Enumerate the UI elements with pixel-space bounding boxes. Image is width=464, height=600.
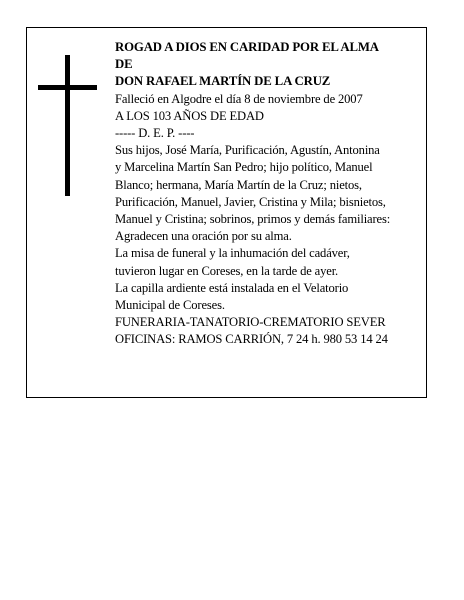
- funeral-home-line: FUNERARIA-TANATORIO-CREMATORIO SEVER: [115, 315, 386, 330]
- cross-icon-bar: [38, 85, 97, 90]
- family-line: Sus hijos, José María, Purificación, Agustín, Antonina: [115, 143, 380, 158]
- chapel-line: Municipal de Coreses.: [115, 298, 225, 313]
- family-line: y Marcelina Martín San Pedro; hijo político, Manuel: [115, 160, 373, 175]
- offices-line: OFICINAS: RAMOS CARRIÓN, 7 24 h. 980 53 14 24: [115, 332, 388, 347]
- death-date: Falleció en Algodre el día 8 de noviembre de 2007: [115, 91, 363, 106]
- rip-line: ----- D. E. P. ----: [115, 126, 195, 141]
- chapel-line: La capilla ardiente está instalada en el Velatorio: [115, 280, 349, 295]
- family-line: Manuel y Cristina; sobrinos, primos y demás familiares:: [115, 212, 391, 227]
- prayer-line: Agradecen una oración por su alma.: [115, 229, 292, 244]
- family-line: Purificación, Manuel, Javier, Cristina y Mila; bisnietos,: [115, 194, 386, 209]
- cross-icon: [65, 55, 70, 196]
- funeral-line: La misa de funeral y la inhumación del cadáver,: [115, 246, 350, 261]
- heading-line: DE: [115, 57, 133, 72]
- family-line: Blanco; hermana, María Martín de la Cruz; nietos,: [115, 177, 362, 192]
- deceased-name: DON RAFAEL MARTÍN DE LA CRUZ: [115, 74, 331, 89]
- age-line: A LOS 103 AÑOS DE EDAD: [115, 108, 264, 123]
- heading-line: ROGAD A DIOS EN CARIDAD POR EL ALMA: [115, 40, 379, 54]
- funeral-line: tuvieron lugar en Coreses, en la tarde de ayer.: [115, 263, 339, 278]
- notice-text: [115, 39, 435, 349]
